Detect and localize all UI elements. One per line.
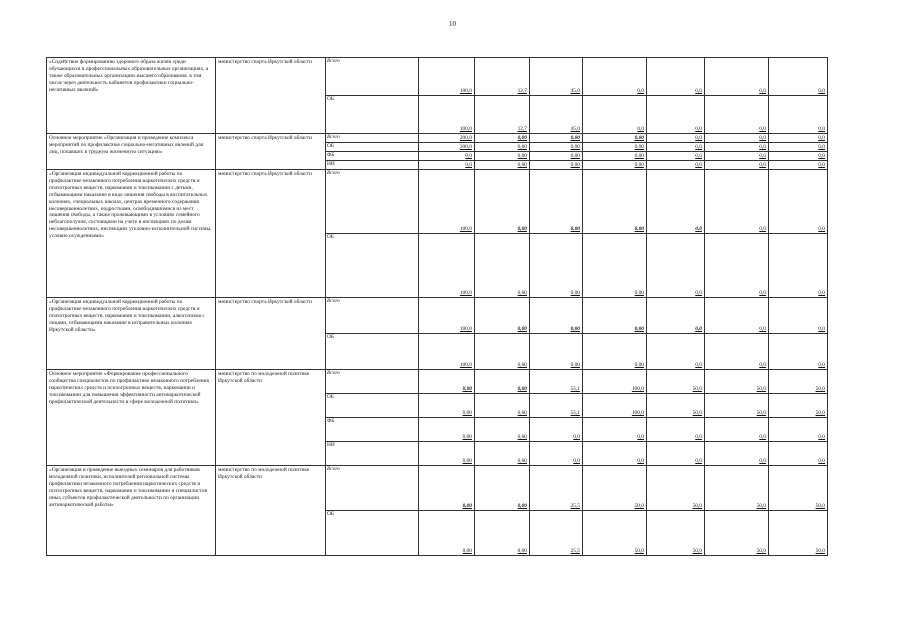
activity-description: Основное мероприятие «Организация и проведение комплекса мероприятий по профилактике социально-негативных явлений для лиц, попавших в трудную жизненную ситуацию» [47, 134, 216, 170]
amount-cell: 0,00 [583, 170, 647, 234]
amount-cell: 0,00 [530, 334, 583, 370]
amount-cell: 0,00 [583, 161, 647, 170]
funding-source: ОБ [326, 234, 419, 298]
amount-cell: 0,0 [647, 143, 705, 152]
amount-cell: 12,7 [475, 96, 530, 134]
amount-cell: 0,0 [705, 143, 769, 152]
amount-cell: 0,0 [419, 161, 475, 170]
responsible-executor: министерство по молодежной политике Иркутской области [216, 466, 326, 556]
funding-source: Всего [326, 370, 419, 394]
table-row [47, 58, 828, 96]
amount-cell: 100,0 [583, 370, 647, 394]
amount-cell: 0,00 [530, 152, 583, 161]
amount-cell: 200,0 [419, 143, 475, 152]
funding-source: ОБ [326, 143, 419, 152]
amount-cell: 0,0 [769, 418, 828, 442]
responsible-executor: министерство спорта Иркутской области [216, 170, 326, 298]
amount-cell: 0,0 [705, 298, 769, 334]
amount-cell: 0,0 [583, 96, 647, 134]
amount-cell: 50,0 [705, 511, 769, 556]
amount-cell: 0,00 [583, 152, 647, 161]
funding-source: Всего [326, 170, 419, 234]
amount-cell: 50,0 [769, 370, 828, 394]
table-row [47, 466, 828, 511]
amount-cell: 0,0 [705, 442, 769, 466]
activity-description: Основное мероприятие «Формирование профессионального сообщества специалистов по профилактике незаконного потребления наркотических средств и психотропных веществ, наркомании и токсикомании для повышения эффективности антинаркотической профилактической деятельности в сфере молодежной политики» [47, 370, 216, 466]
amount-cell: 100,0 [419, 96, 475, 134]
amount-cell: 0,0 [705, 58, 769, 96]
amount-cell: 100,0 [419, 334, 475, 370]
amount-cell: 0,00 [475, 298, 530, 334]
funding-source: Всего [326, 134, 419, 143]
amount-cell: 0,00 [475, 466, 530, 511]
amount-cell: 0,0 [647, 418, 705, 442]
amount-cell: 0,00 [475, 442, 530, 466]
amount-cell: 0,00 [475, 161, 530, 170]
amount-cell: 50,0 [769, 466, 828, 511]
amount-cell: 0,0 [647, 234, 705, 298]
amount-cell: 0,00 [419, 370, 475, 394]
amount-cell: 50,0 [705, 370, 769, 394]
amount-cell: 50,0 [647, 511, 705, 556]
responsible-executor: министерство спорта Иркутской области [216, 134, 326, 170]
table-row [47, 298, 828, 334]
amount-cell: 0,0 [769, 143, 828, 152]
amount-cell: 55,1 [530, 370, 583, 394]
amount-cell: 0,00 [475, 152, 530, 161]
amount-cell: 50,0 [647, 466, 705, 511]
amount-cell: 0,0 [769, 96, 828, 134]
amount-cell: 0,0 [769, 442, 828, 466]
amount-cell: 0,0 [647, 152, 705, 161]
amount-cell: 0,00 [530, 234, 583, 298]
responsible-executor: министерство спорта Иркутской области [216, 58, 326, 134]
amount-cell: 0,00 [530, 298, 583, 334]
amount-cell: 0,0 [705, 152, 769, 161]
amount-cell: 100,0 [583, 394, 647, 418]
amount-cell: 100,0 [419, 298, 475, 334]
table-row [47, 370, 828, 394]
amount-cell: 0,0 [647, 96, 705, 134]
amount-cell: 0,00 [583, 298, 647, 334]
amount-cell: 0,00 [475, 370, 530, 394]
amount-cell: 0,00 [419, 466, 475, 511]
amount-cell: 0,0 [705, 161, 769, 170]
amount-cell: 0,0 [530, 442, 583, 466]
amount-cell: 0,0 [705, 234, 769, 298]
amount-cell: 0,00 [475, 334, 530, 370]
amount-cell: 0,0 [583, 58, 647, 96]
amount-cell: 0,00 [530, 170, 583, 234]
amount-cell: 0,00 [530, 143, 583, 152]
funding-source: ОБ [326, 511, 419, 556]
amount-cell: 0,0 [705, 96, 769, 134]
responsible-executor: министерство по молодежной политике Иркутской области [216, 370, 326, 466]
page-number: 10 [449, 20, 456, 28]
amount-cell: 0,00 [583, 143, 647, 152]
amount-cell: 0,0 [647, 442, 705, 466]
amount-cell: 0,0 [769, 161, 828, 170]
amount-cell: 0,00 [419, 511, 475, 556]
amount-cell: 55,1 [530, 394, 583, 418]
amount-cell: 50,0 [769, 394, 828, 418]
amount-cell: 0,0 [705, 134, 769, 143]
amount-cell: 0,00 [583, 234, 647, 298]
amount-cell: 0,0 [705, 170, 769, 234]
amount-cell: 100,0 [419, 170, 475, 234]
table-row [47, 170, 828, 234]
funding-source: НИ [326, 442, 419, 466]
amount-cell: 0,00 [419, 418, 475, 442]
activity-description: «Организация индивидуальной коррекционной работы по профилактике незаконного потребления наркотических средств и психотропных веществ, наркомании и токсикомании с детьми, отбывающими наказание в виде лишения свободы в воспитательных колониях, специальных школах, центрах временного содержания несовершеннолетних, подростками, освободившимися из мест лишения свободы, а также проживающими в условиях семейного неблагополучия, состоящими на учете в инспекциях по делам несовершеннолетних, инспекциях уголовно-исполнительной системы, условно осужденными» [47, 170, 216, 298]
funding-source: ФБ [326, 152, 419, 161]
amount-cell: 0,00 [475, 234, 530, 298]
funding-source: ОБ [326, 96, 419, 134]
amount-cell: 0,0 [647, 58, 705, 96]
amount-cell: 25,5 [530, 511, 583, 556]
amount-cell: 0,0 [705, 418, 769, 442]
amount-cell: 45,0 [530, 96, 583, 134]
amount-cell: 100,0 [419, 58, 475, 96]
financing-table [46, 57, 828, 556]
amount-cell: 50,0 [647, 370, 705, 394]
amount-cell: 0,00 [530, 134, 583, 143]
amount-cell: 0,0 [647, 298, 705, 334]
funding-source: ОБ [326, 334, 419, 370]
amount-cell: 0,00 [475, 394, 530, 418]
amount-cell: 0,0 [769, 152, 828, 161]
amount-cell: 0,0 [647, 134, 705, 143]
amount-cell: 0,00 [419, 442, 475, 466]
amount-cell: 50,0 [705, 466, 769, 511]
amount-cell: 0,00 [475, 511, 530, 556]
amount-cell: 25,5 [530, 466, 583, 511]
amount-cell: 0,00 [530, 161, 583, 170]
responsible-executor: министерство спорта Иркутской области [216, 298, 326, 370]
amount-cell: 0,0 [769, 234, 828, 298]
amount-cell: 0,0 [769, 298, 828, 334]
funding-source: ФБ [326, 418, 419, 442]
funding-source: ОБ [326, 394, 419, 418]
amount-cell: 0,0 [419, 152, 475, 161]
amount-cell: 50,0 [583, 511, 647, 556]
amount-cell: 0,00 [475, 134, 530, 143]
amount-cell: 50,0 [705, 394, 769, 418]
activity-description: «Содействие формированию здорового образа жизни среди обучающихся в профессиональных образовательных организациях, а также образовательных организациях высшего образования, в том числе через деятельность кабинетов профилактики социально-негативных явлений» [47, 58, 216, 134]
funding-source: Всего [326, 298, 419, 334]
amount-cell: 12,7 [475, 58, 530, 96]
amount-cell: 0,0 [769, 58, 828, 96]
amount-cell: 50,0 [647, 394, 705, 418]
activity-description: «Организация индивидуальной коррекционной работы по профилактике незаконного потребления наркотических средств и психотропных веществ, наркомании и токсикомании, алкоголизма с лицами, отбывающими наказание в исправительных колониях Иркутской области» [47, 298, 216, 370]
amount-cell: 0,0 [769, 170, 828, 234]
amount-cell: 200,0 [419, 134, 475, 143]
amount-cell: 0,00 [419, 394, 475, 418]
amount-cell: 45,0 [530, 58, 583, 96]
amount-cell: 0,00 [475, 170, 530, 234]
amount-cell: 0,00 [583, 134, 647, 143]
funding-source: Всего [326, 466, 419, 511]
amount-cell: 0,0 [583, 442, 647, 466]
amount-cell: 0,0 [647, 161, 705, 170]
activity-description: «Организация и проведение выездных семинаров для работников молодежной политики, исполнителей региональной системы профилактики незаконного потребления наркотических средств и психотропных веществ, наркомании и токсикомании и специалистов иных субъектов профилактической деятельности по организации антинаркотической работы» [47, 466, 216, 556]
amount-cell: 0,0 [647, 170, 705, 234]
funding-source: НИ [326, 161, 419, 170]
amount-cell: 0,00 [475, 418, 530, 442]
amount-cell: 50,0 [583, 466, 647, 511]
table-row [47, 134, 828, 143]
amount-cell: 0,0 [647, 334, 705, 370]
amount-cell: 0,0 [769, 334, 828, 370]
amount-cell: 0,00 [583, 334, 647, 370]
amount-cell: 0,0 [705, 334, 769, 370]
amount-cell: 0,0 [769, 134, 828, 143]
amount-cell: 50,0 [769, 511, 828, 556]
amount-cell: 0,0 [530, 418, 583, 442]
table-body [47, 58, 828, 556]
amount-cell: 0,00 [475, 143, 530, 152]
amount-cell: 100,0 [419, 234, 475, 298]
funding-source: Всего [326, 58, 419, 96]
amount-cell: 0,0 [583, 418, 647, 442]
